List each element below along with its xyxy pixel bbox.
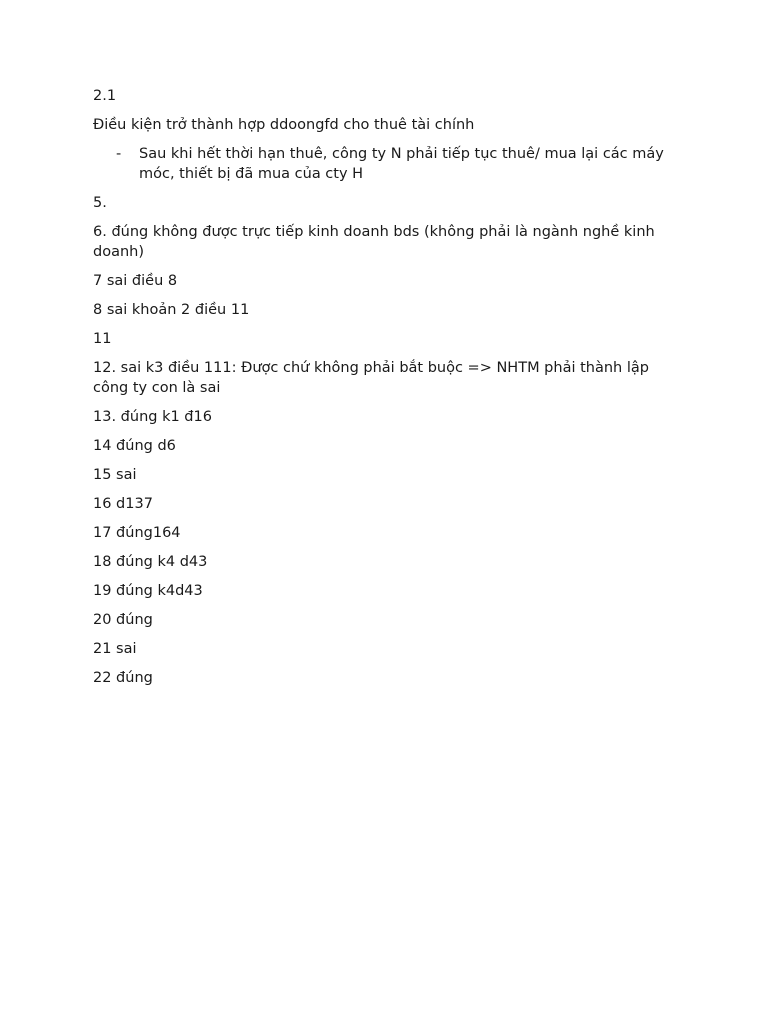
answer-line: 18 đúng k4 d43 bbox=[93, 554, 208, 570]
answer-line: 17 đúng164 bbox=[93, 525, 181, 541]
answer-line: 20 đúng bbox=[93, 612, 153, 628]
section-heading: Điều kiện trở thành hợp ddoongfd cho thuê tài chính bbox=[93, 117, 475, 133]
answer-line: 21 sai bbox=[93, 641, 137, 657]
answer-line: 8 sai khoản 2 điều 11 bbox=[93, 302, 250, 318]
answer-line: 22 đúng bbox=[93, 670, 153, 686]
section-number: 2.1 bbox=[93, 88, 117, 104]
document-page bbox=[93, 86, 673, 697]
bullet-text: Sau khi hết thời hạn thuê, công ty N phải tiếp tục thuê/ mua lại các máy móc, thiết bị đã mua của cty H bbox=[139, 146, 664, 182]
answer-line: 13. đúng k1 đ16 bbox=[93, 409, 212, 425]
bullet-dash: - bbox=[116, 146, 122, 162]
answer-line: 14 đúng d6 bbox=[93, 438, 176, 454]
answer-line: 16 d137 bbox=[93, 496, 153, 512]
answer-line: 5. bbox=[93, 195, 107, 211]
answer-line: 19 đúng k4d43 bbox=[93, 583, 203, 599]
answer-line: 7 sai điều 8 bbox=[93, 273, 178, 289]
answer-line: 11 bbox=[93, 331, 112, 347]
answer-line: 12. sai k3 điều 111: Được chứ không phải bắt buộc => NHTM phải thành lập công ty con là sai bbox=[93, 360, 649, 396]
bullet-item bbox=[93, 144, 673, 184]
answer-line: 15 sai bbox=[93, 467, 137, 483]
answer-line: 6. đúng không được trực tiếp kinh doanh bds (không phải là ngành nghề kinh doanh) bbox=[93, 224, 655, 260]
